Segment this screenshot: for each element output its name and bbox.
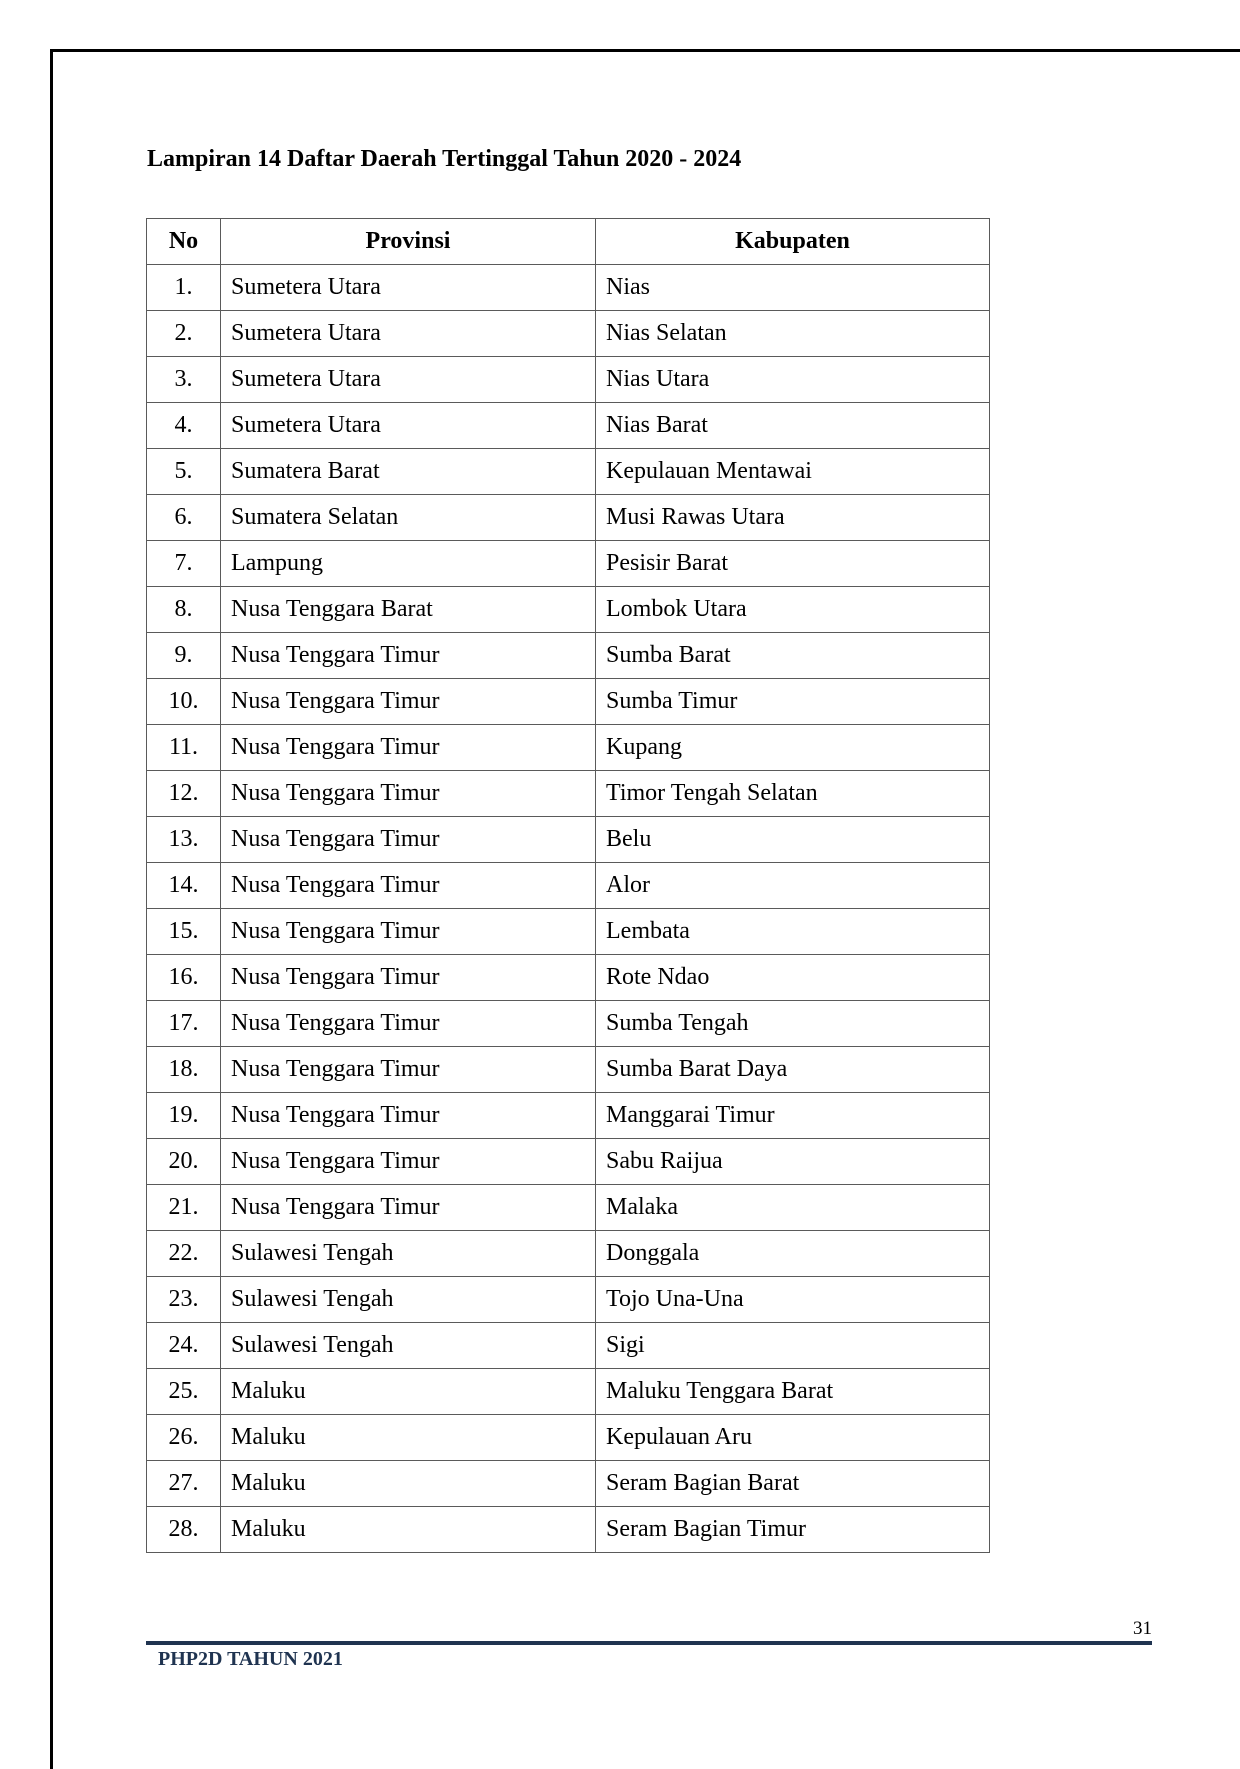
cell-no: 21. <box>147 1185 221 1231</box>
cell-provinsi: Nusa Tenggara Timur <box>221 725 596 771</box>
table-row <box>147 1369 990 1415</box>
cell-no: 22. <box>147 1231 221 1277</box>
cell-kabupaten: Seram Bagian Timur <box>596 1507 990 1553</box>
cell-no: 8. <box>147 587 221 633</box>
cell-provinsi: Nusa Tenggara Timur <box>221 679 596 725</box>
cell-kabupaten: Sigi <box>596 1323 990 1369</box>
table-row <box>147 633 990 679</box>
document-title: Lampiran 14 Daftar Daerah Tertinggal Tahun 2020 - 2024 <box>147 146 742 172</box>
cell-provinsi: Sumetera Utara <box>221 311 596 357</box>
cell-kabupaten: Sumba Tengah <box>596 1001 990 1047</box>
table-body <box>147 265 990 1553</box>
table-row <box>147 817 990 863</box>
cell-kabupaten: Belu <box>596 817 990 863</box>
regions-table <box>146 218 990 1553</box>
table-row <box>147 1001 990 1047</box>
cell-no: 25. <box>147 1369 221 1415</box>
cell-no: 10. <box>147 679 221 725</box>
cell-kabupaten: Musi Rawas Utara <box>596 495 990 541</box>
cell-kabupaten: Sumba Barat Daya <box>596 1047 990 1093</box>
cell-provinsi: Nusa Tenggara Timur <box>221 1001 596 1047</box>
cell-no: 13. <box>147 817 221 863</box>
table-row <box>147 679 990 725</box>
cell-provinsi: Sumetera Utara <box>221 357 596 403</box>
cell-no: 6. <box>147 495 221 541</box>
cell-no: 1. <box>147 265 221 311</box>
header-no: No <box>147 219 221 265</box>
table-row <box>147 541 990 587</box>
cell-provinsi: Nusa Tenggara Barat <box>221 587 596 633</box>
cell-provinsi: Nusa Tenggara Timur <box>221 771 596 817</box>
cell-no: 9. <box>147 633 221 679</box>
table-row <box>147 1047 990 1093</box>
cell-no: 19. <box>147 1093 221 1139</box>
cell-kabupaten: Lembata <box>596 909 990 955</box>
table-row <box>147 357 990 403</box>
cell-kabupaten: Timor Tengah Selatan <box>596 771 990 817</box>
table-row <box>147 311 990 357</box>
table-row <box>147 1461 990 1507</box>
table-row <box>147 771 990 817</box>
cell-provinsi: Sumatera Barat <box>221 449 596 495</box>
cell-kabupaten: Alor <box>596 863 990 909</box>
cell-provinsi: Nusa Tenggara Timur <box>221 633 596 679</box>
footer-divider <box>146 1641 1152 1645</box>
cell-no: 4. <box>147 403 221 449</box>
table-row <box>147 909 990 955</box>
cell-provinsi: Nusa Tenggara Timur <box>221 817 596 863</box>
header-provinsi: Provinsi <box>221 219 596 265</box>
cell-kabupaten: Rote Ndao <box>596 955 990 1001</box>
cell-provinsi: Sumetera Utara <box>221 403 596 449</box>
cell-kabupaten: Pesisir Barat <box>596 541 990 587</box>
page-number: 31 <box>1133 1618 1152 1639</box>
cell-kabupaten: Malaka <box>596 1185 990 1231</box>
table-row <box>147 495 990 541</box>
table-row <box>147 403 990 449</box>
cell-no: 12. <box>147 771 221 817</box>
table-row <box>147 955 990 1001</box>
cell-provinsi: Sumetera Utara <box>221 265 596 311</box>
cell-kabupaten: Kupang <box>596 725 990 771</box>
cell-provinsi: Nusa Tenggara Timur <box>221 909 596 955</box>
cell-provinsi: Sulawesi Tengah <box>221 1277 596 1323</box>
cell-no: 20. <box>147 1139 221 1185</box>
table-row <box>147 1415 990 1461</box>
cell-kabupaten: Donggala <box>596 1231 990 1277</box>
cell-kabupaten: Nias Barat <box>596 403 990 449</box>
cell-no: 15. <box>147 909 221 955</box>
cell-no: 5. <box>147 449 221 495</box>
cell-no: 14. <box>147 863 221 909</box>
cell-no: 26. <box>147 1415 221 1461</box>
footer-label: PHP2D TAHUN 2021 <box>158 1648 343 1670</box>
table-row <box>147 1231 990 1277</box>
cell-no: 2. <box>147 311 221 357</box>
cell-provinsi: Nusa Tenggara Timur <box>221 1093 596 1139</box>
cell-kabupaten: Maluku Tenggara Barat <box>596 1369 990 1415</box>
cell-no: 3. <box>147 357 221 403</box>
table-row <box>147 863 990 909</box>
cell-no: 11. <box>147 725 221 771</box>
cell-provinsi: Nusa Tenggara Timur <box>221 1047 596 1093</box>
cell-no: 16. <box>147 955 221 1001</box>
cell-provinsi: Nusa Tenggara Timur <box>221 955 596 1001</box>
table-row <box>147 1507 990 1553</box>
table-row <box>147 265 990 311</box>
cell-provinsi: Sumatera Selatan <box>221 495 596 541</box>
cell-kabupaten: Kepulauan Aru <box>596 1415 990 1461</box>
cell-provinsi: Maluku <box>221 1369 596 1415</box>
cell-provinsi: Nusa Tenggara Timur <box>221 863 596 909</box>
cell-no: 27. <box>147 1461 221 1507</box>
cell-kabupaten: Manggarai Timur <box>596 1093 990 1139</box>
table-row <box>147 1323 990 1369</box>
cell-provinsi: Sulawesi Tengah <box>221 1231 596 1277</box>
cell-kabupaten: Kepulauan Mentawai <box>596 449 990 495</box>
header-kabupaten: Kabupaten <box>596 219 990 265</box>
cell-kabupaten: Lombok Utara <box>596 587 990 633</box>
table-row <box>147 449 990 495</box>
table-row <box>147 1185 990 1231</box>
cell-no: 24. <box>147 1323 221 1369</box>
cell-provinsi: Nusa Tenggara Timur <box>221 1185 596 1231</box>
cell-kabupaten: Nias Selatan <box>596 311 990 357</box>
cell-provinsi: Maluku <box>221 1507 596 1553</box>
table-row <box>147 1277 990 1323</box>
cell-no: 23. <box>147 1277 221 1323</box>
table-row <box>147 1139 990 1185</box>
table-row <box>147 1093 990 1139</box>
cell-no: 17. <box>147 1001 221 1047</box>
cell-provinsi: Maluku <box>221 1461 596 1507</box>
cell-kabupaten: Nias <box>596 265 990 311</box>
cell-kabupaten: Sumba Barat <box>596 633 990 679</box>
table-row <box>147 725 990 771</box>
table-row <box>147 587 990 633</box>
cell-provinsi: Lampung <box>221 541 596 587</box>
cell-kabupaten: Nias Utara <box>596 357 990 403</box>
cell-provinsi: Nusa Tenggara Timur <box>221 1139 596 1185</box>
cell-kabupaten: Tojo Una-Una <box>596 1277 990 1323</box>
cell-provinsi: Maluku <box>221 1415 596 1461</box>
cell-no: 7. <box>147 541 221 587</box>
cell-provinsi: Sulawesi Tengah <box>221 1323 596 1369</box>
cell-kabupaten: Sabu Raijua <box>596 1139 990 1185</box>
cell-kabupaten: Seram Bagian Barat <box>596 1461 990 1507</box>
table-header-row <box>147 219 990 265</box>
cell-no: 28. <box>147 1507 221 1553</box>
cell-no: 18. <box>147 1047 221 1093</box>
cell-kabupaten: Sumba Timur <box>596 679 990 725</box>
